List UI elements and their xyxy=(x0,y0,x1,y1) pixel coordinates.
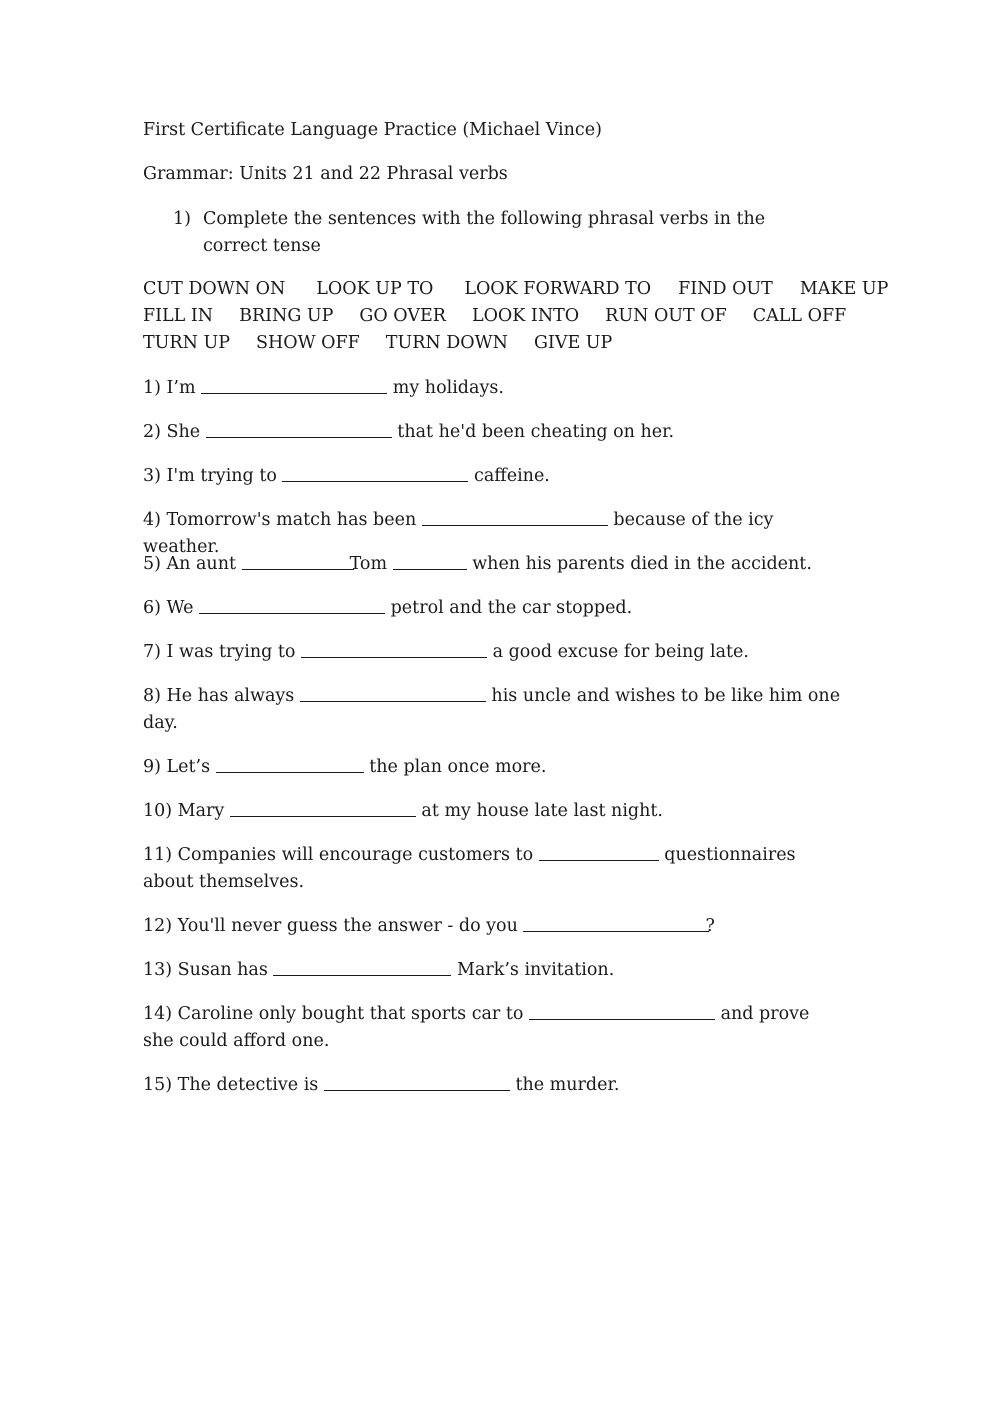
question-text-pre: 15) The detective is xyxy=(143,1075,319,1095)
question-text-pre: 1) I’m xyxy=(143,378,196,398)
question-text-pre: 8) He has always xyxy=(143,686,295,706)
question-text-pre: 9) Let’s xyxy=(143,757,211,777)
instruction-text: Complete the sentences with the following phrasal verbs in the correct tense xyxy=(203,209,766,256)
verb-row-1 xyxy=(143,276,888,303)
instruction xyxy=(173,206,833,260)
answer-input[interactable] xyxy=(301,644,487,662)
question-text-pre: 12) You'll never guess the answer - do you xyxy=(143,916,518,936)
question-8 xyxy=(143,683,843,737)
page-subtitle: Grammar: Units 21 and 22 Phrasal verbs xyxy=(143,164,508,184)
answer-blank[interactable] xyxy=(199,595,385,614)
answer-input[interactable] xyxy=(273,962,451,980)
answer-blank[interactable] xyxy=(216,754,364,773)
question-2 xyxy=(143,419,843,446)
question-text-post: caffeine. xyxy=(474,466,550,486)
question-text-post: my holidays. xyxy=(392,378,504,398)
verb-row-2 xyxy=(143,303,888,330)
verb-item: CALL OFF xyxy=(752,306,847,326)
answer-input[interactable] xyxy=(242,556,354,574)
question-text-pre: 14) Caroline only bought that sports car to xyxy=(143,1004,524,1024)
verb-item: LOOK FORWARD TO xyxy=(464,279,652,299)
verb-item: CUT DOWN ON xyxy=(143,279,286,299)
question-text-post: questionnaires about themselves. xyxy=(143,845,796,892)
question-7 xyxy=(143,639,843,666)
question-12 xyxy=(143,913,843,940)
question-text-post: ? xyxy=(705,916,715,936)
verb-item: LOOK UP TO xyxy=(316,279,434,299)
verb-row-3 xyxy=(143,330,888,357)
verb-item: BRING UP xyxy=(239,306,334,326)
question-text-post: Mark’s invitation. xyxy=(457,960,615,980)
question-text-pre: 4) Tomorrow's match has been xyxy=(143,510,417,530)
answer-blank[interactable] xyxy=(242,551,354,570)
question-10 xyxy=(143,798,843,825)
question-5 xyxy=(143,551,843,578)
question-text-pre: 7) I was trying to xyxy=(143,642,296,662)
question-3 xyxy=(143,463,843,490)
verb-item: SHOW OFF xyxy=(256,333,360,353)
verb-item: TURN UP xyxy=(143,333,230,353)
answer-input[interactable] xyxy=(206,424,392,442)
question-text-mid: Tom xyxy=(349,554,388,574)
instruction-number: 1) xyxy=(173,209,191,229)
answer-blank[interactable] xyxy=(301,639,487,658)
verb-item: MAKE UP xyxy=(799,279,889,299)
answer-blank[interactable] xyxy=(324,1072,510,1091)
answer-input[interactable] xyxy=(199,600,385,618)
answer-blank[interactable] xyxy=(201,375,387,394)
answer-blank[interactable] xyxy=(206,419,392,438)
question-text-pre: 3) I'm trying to xyxy=(143,466,277,486)
verb-item: RUN OUT OF xyxy=(605,306,727,326)
question-text-pre: 5) An aunt xyxy=(143,554,237,574)
question-text-pre: 10) Mary xyxy=(143,801,225,821)
verb-bank xyxy=(143,276,888,357)
question-6 xyxy=(143,595,843,622)
verb-item: FILL IN xyxy=(143,306,214,326)
verb-item: TURN DOWN xyxy=(385,333,508,353)
answer-input[interactable] xyxy=(324,1077,510,1095)
question-text-pre: 2) She xyxy=(143,422,201,442)
question-text-post: and prove she could afford one. xyxy=(143,1004,810,1051)
question-text-post: the murder. xyxy=(515,1075,620,1095)
verb-item: GO OVER xyxy=(359,306,446,326)
answer-input[interactable] xyxy=(422,512,608,530)
answer-blank[interactable] xyxy=(230,798,416,817)
answer-input[interactable] xyxy=(539,847,659,865)
answer-input[interactable] xyxy=(529,1006,715,1024)
question-text-post: when his parents died in the accident. xyxy=(472,554,812,574)
answer-input[interactable] xyxy=(393,556,467,574)
question-text-pre: 11) Companies will encourage customers to xyxy=(143,845,534,865)
question-text-post: at my house late last night. xyxy=(421,801,663,821)
question-text-post: a good excuse for being late. xyxy=(492,642,749,662)
answer-blank[interactable] xyxy=(282,463,468,482)
page-title: First Certificate Language Practice (Michael Vince) xyxy=(143,120,602,140)
answer-blank[interactable] xyxy=(300,683,486,702)
answer-blank[interactable] xyxy=(539,842,659,861)
answer-input[interactable] xyxy=(201,380,387,398)
answer-blank[interactable] xyxy=(529,1001,715,1020)
answer-blank[interactable] xyxy=(422,507,608,526)
question-text-post: the plan once more. xyxy=(369,757,547,777)
question-text-post: his uncle and wishes to be like him one day. xyxy=(143,686,841,733)
question-text-post: because of the icy weather. xyxy=(143,510,774,557)
verb-item: LOOK INTO xyxy=(471,306,580,326)
answer-blank[interactable] xyxy=(273,957,451,976)
verb-item: FIND OUT xyxy=(678,279,773,299)
answer-input[interactable] xyxy=(523,918,709,936)
question-14 xyxy=(143,1001,843,1055)
question-13 xyxy=(143,957,843,984)
answer-input[interactable] xyxy=(230,803,416,821)
answer-blank[interactable] xyxy=(393,551,467,570)
answer-blank[interactable] xyxy=(523,913,709,932)
question-9 xyxy=(143,754,843,781)
verb-item: GIVE UP xyxy=(533,333,613,353)
question-15 xyxy=(143,1072,843,1099)
question-text-pre: 13) Susan has xyxy=(143,960,268,980)
question-11 xyxy=(143,842,843,896)
question-text-post: that he'd been cheating on her. xyxy=(397,422,675,442)
answer-input[interactable] xyxy=(300,688,486,706)
question-text-post: petrol and the car stopped. xyxy=(390,598,633,618)
answer-input[interactable] xyxy=(216,759,364,777)
answer-input[interactable] xyxy=(282,468,468,486)
question-text-pre: 6) We xyxy=(143,598,194,618)
question-1 xyxy=(143,375,843,402)
